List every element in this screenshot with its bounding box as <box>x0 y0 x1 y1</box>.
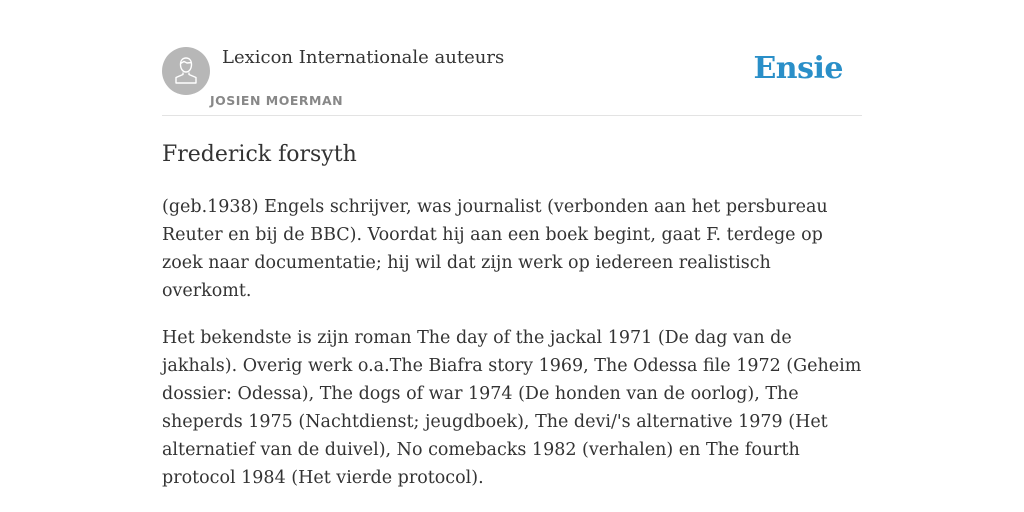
collection-title-link[interactable]: Lexicon Internationale auteurs <box>222 47 505 68</box>
article-paragraph: Het bekendste is zijn roman The day of the jackal 1971 (De dag van de jakhals). Overig werk o.a.The Biafra story 1969, The Odessa file 1972 (Geheim dossier: Odessa), The dogs of war 1974 (De honden van de oorlog), The sheperds 1975 (Nachtdienst; jeugdboek), The devi/'s alternative 1979 (Het alternatief van de duivel), No comebacks 1982 (verhalen) en The fourth protocol 1984 (Het vierde protocol). <box>162 328 862 488</box>
article-title: Frederick forsyth <box>162 142 357 167</box>
user-avatar-icon <box>162 47 210 95</box>
article-card <box>162 0 862 492</box>
author-name-link[interactable]: JOSIEN MOERMAN <box>210 93 344 108</box>
article-header <box>162 0 862 116</box>
ensie-logo[interactable]: Ensie <box>753 51 843 86</box>
article-paragraph: (geb.1938) Engels schrijver, was journalist (verbonden aan het persbureau Reuter en bij de BBC). Voordat hij aan een boek begint, gaat F. terdege op zoek naar documentatie; hij wil dat zijn werk op iedereen realistisch overkomt. <box>162 197 828 301</box>
author-avatar[interactable] <box>162 47 210 95</box>
